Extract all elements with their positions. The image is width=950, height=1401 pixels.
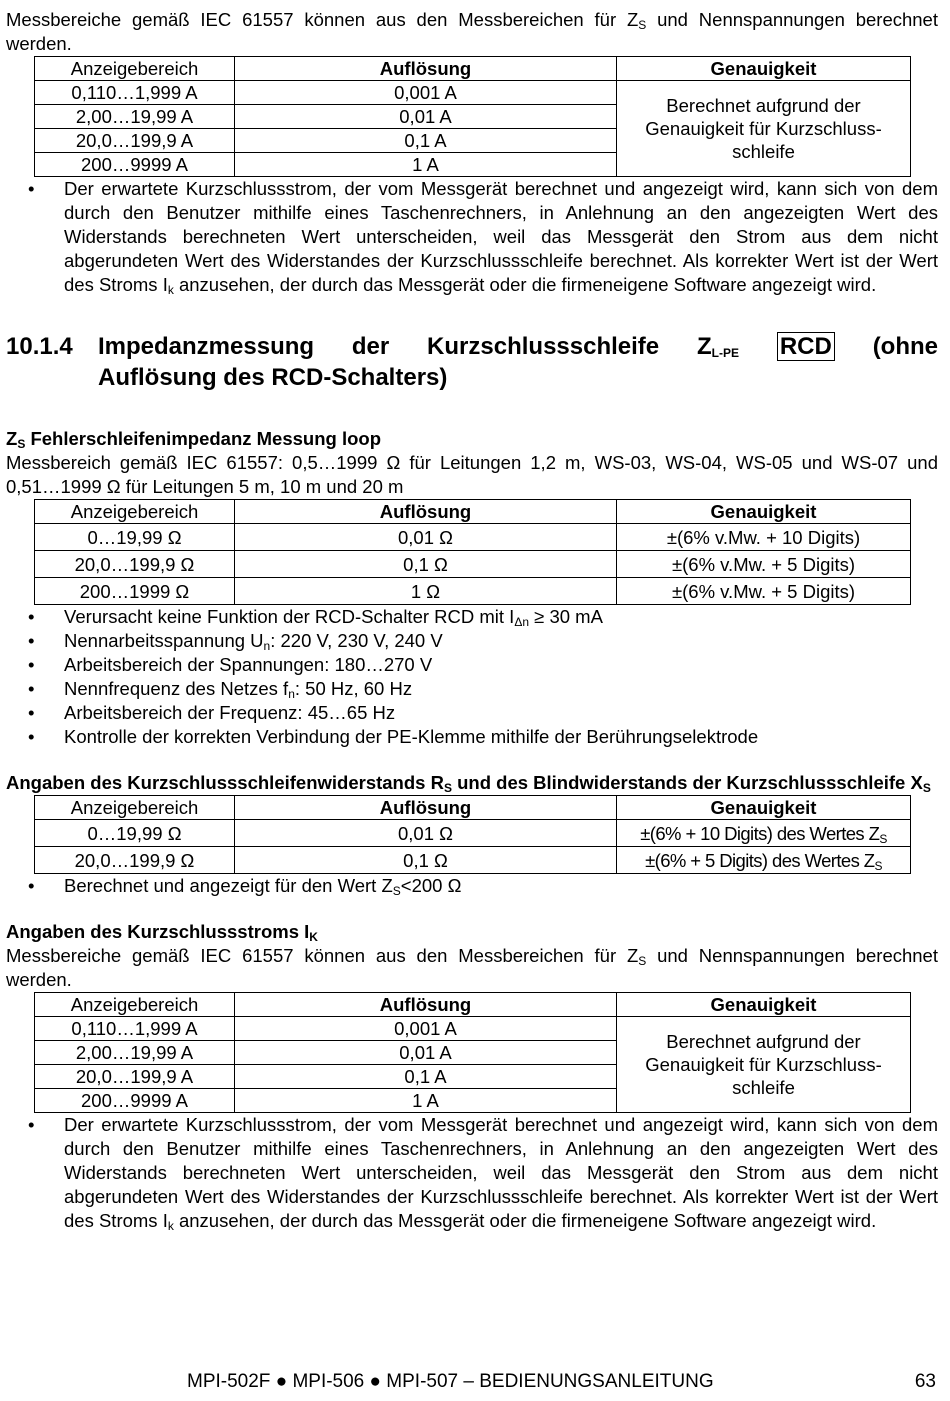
header-anzeigebereich: Anzeigebereich [35, 796, 235, 820]
section-heading: 10.1.4 Impedanzmessung der Kurzschlussschleife $Z_{L-PE}$ RCD (ohne Auflösung des RCD-Schalters) [6, 333, 939, 391]
zs-heading: $Z_S$ Fehlerschleifenimpedanz Messung loop [6, 428, 382, 451]
cell-range: 0…19,99 Ω [35, 524, 235, 551]
header-genauigkeit: Genauigkeit [617, 57, 911, 81]
cell-range: 200…1999 Ω [35, 578, 235, 605]
table-header-row [35, 796, 911, 820]
cell-accuracy-merged: Berechnet aufgrund der Genauigkeit für Kurzschluss-schleife [617, 81, 911, 177]
zs-table [34, 499, 911, 605]
cell-resolution: 0,01 A [235, 1041, 617, 1065]
bullet-list [6, 177, 938, 297]
footer-title: MPI-502F ● MPI-506 ● MPI-507 – BEDIENUNGSANLEITUNG [187, 1371, 714, 1392]
cell-resolution: 0,01 A [235, 105, 617, 129]
cell-resolution: 0,1 A [235, 129, 617, 153]
section-title-line2: Auflösung des RCD-Schalters) [98, 364, 448, 391]
page-number: 63 [914, 1371, 936, 1392]
rcd-box: RCD [777, 332, 835, 361]
cell-resolution: 0,1 A [235, 1065, 617, 1089]
table-row [35, 578, 911, 605]
cell-resolution: 0,01 Ω [235, 524, 617, 551]
ik-bullet-list [6, 1113, 938, 1233]
section-number: 10.1.4 [6, 333, 73, 360]
zs-range-text: Messbereich gemäß IEC 61557: 0,5…1999 Ω für Leitungen 1,2 m, WS-03, WS-04, WS-05 und WS-07 und 0,51…1999 Ω für Leitungen 5 m, 10 m und 20 m [6, 452, 938, 497]
cell-accuracy: ±(6% + 10 Digits) des Wertes $Z_S$ [617, 820, 911, 847]
cell-range: 0,110…1,999 A [35, 81, 235, 105]
header-aufloesung: Auflösung [235, 796, 617, 820]
table-row [35, 524, 911, 551]
header-aufloesung: Auflösung [235, 57, 617, 81]
rs-bullet-list [6, 874, 938, 898]
cell-range: 20,0…199,9 Ω [35, 551, 235, 578]
list-item: • Berechnet und angezeigt für den Wert $Z_S<200$ Ω [6, 874, 938, 898]
list-item: • Kontrolle der korrekten Verbindung der PE-Klemme mithilfe der Berührungselektrode [6, 725, 938, 749]
list-item: • Verursacht keine Funktion der RCD-Schalter RCD mit $I_{\Delta n} \ge 30$ mA [6, 605, 938, 629]
cell-range: 0…19,99 Ω [35, 820, 235, 847]
list-item: • Nennfrequenz des Netzes $f_n$: 50 Hz, 60 Hz [6, 677, 938, 701]
header-aufloesung: Auflösung [235, 500, 617, 524]
page [6, 8, 938, 1233]
rs-heading: Angaben des Kurzschlussschleifenwiderstands $R_S$ und des Blindwiderstands der Kurzschlussschleife $X_S$ [6, 772, 931, 795]
table-row [35, 551, 911, 578]
ik-table [34, 992, 911, 1113]
cell-range: 200…9999 A [35, 1089, 235, 1113]
list-item: • Nennarbeitsspannung $U_n$: 220 V, 230 V, 240 V [6, 629, 938, 653]
header-anzeigebereich: Anzeigebereich [35, 57, 235, 81]
cell-resolution: 1 A [235, 1089, 617, 1113]
list-item: • Der erwartete Kurzschlussstrom, der vom Messgerät berechnet und angezeigt wird, kann sich von dem durch den Benutzer mithilfe eines Taschenrechners, in Anlehnung an den angezeigten Wert des Widerstands berechneten Wert unterscheiden, weil das Messgerät den Strom aus dem nicht abgerundeten Wert des Widerstandes der Kurzschlussschleife berechnet. Als korrekter Wert ist der Wert des Stroms $I_k$ anzusehen, der durch das Messgerät oder die firmeneigene Software angezeigt wird. [6, 177, 938, 297]
cell-range: 20,0…199,9 A [35, 1065, 235, 1089]
cell-range: 20,0…199,9 A [35, 129, 235, 153]
ik-intro: Messbereiche gemäß IEC 61557 können aus den Messbereichen für $Z_S$ und Nennspannungen berechnet werden. [6, 945, 938, 990]
header-genauigkeit: Genauigkeit [617, 796, 911, 820]
ik-range-table-top [34, 56, 911, 177]
intro-paragraph: Messbereiche gemäß IEC 61557 können aus den Messbereichen für $Z_S$ und Nennspannungen berechnet werden. [6, 9, 938, 54]
cell-accuracy: ±(6% v.Mw. + 10 Digits) [617, 524, 911, 551]
header-anzeigebereich: Anzeigebereich [35, 993, 235, 1017]
cell-accuracy: ±(6% + 5 Digits) des Wertes $Z_S$ [617, 847, 911, 874]
cell-accuracy-merged: Berechnet aufgrund der Genauigkeit für Kurzschluss-schleife [617, 1017, 911, 1113]
ik-heading: Angaben des Kurzschlussstroms $I_K$ [6, 921, 318, 944]
cell-resolution: 0,001 A [235, 81, 617, 105]
list-item: • Der erwartete Kurzschlussstrom, der vom Messgerät berechnet und angezeigt wird, kann sich von dem durch den Benutzer mithilfe eines Taschenrechners, in Anlehnung an den angezeigten Wert des Widerstands berechneten Wert unterscheiden, weil das Messgerät den Strom aus dem nicht abgerundeten Wert des Widerstandes der Kurzschlussschleife berechnet. Als korrekter Wert ist der Wert des Stroms $I_k$ anzusehen, der durch das Messgerät oder die firmeneigene Software angezeigt wird. [6, 1113, 938, 1233]
list-item: • Arbeitsbereich der Spannungen: 180…270 V [6, 653, 938, 677]
zs-bullet-list [6, 605, 938, 749]
table-header-row [35, 57, 911, 81]
header-aufloesung: Auflösung [235, 993, 617, 1017]
table-row [35, 847, 911, 874]
table-header-row [35, 993, 911, 1017]
cell-range: 200…9999 A [35, 153, 235, 177]
table-row [35, 81, 911, 105]
cell-resolution: 0,1 Ω [235, 847, 617, 874]
cell-resolution: 1 Ω [235, 578, 617, 605]
list-item: • Arbeitsbereich der Frequenz: 45…65 Hz [6, 701, 938, 725]
header-genauigkeit: Genauigkeit [617, 993, 911, 1017]
cell-resolution: 0,01 Ω [235, 820, 617, 847]
cell-range: 0,110…1,999 A [35, 1017, 235, 1041]
cell-accuracy: ±(6% v.Mw. + 5 Digits) [617, 578, 911, 605]
header-genauigkeit: Genauigkeit [617, 500, 911, 524]
header-anzeigebereich: Anzeigebereich [35, 500, 235, 524]
cell-range: 2,00…19,99 A [35, 1041, 235, 1065]
cell-resolution: 1 A [235, 153, 617, 177]
cell-resolution: 0,001 A [235, 1017, 617, 1041]
table-row [35, 820, 911, 847]
rs-table [34, 795, 911, 874]
cell-resolution: 0,1 Ω [235, 551, 617, 578]
table-header-row [35, 500, 911, 524]
table-row [35, 1017, 911, 1041]
cell-range: 2,00…19,99 A [35, 105, 235, 129]
cell-accuracy: ±(6% v.Mw. + 5 Digits) [617, 551, 911, 578]
cell-range: 20,0…199,9 Ω [35, 847, 235, 874]
